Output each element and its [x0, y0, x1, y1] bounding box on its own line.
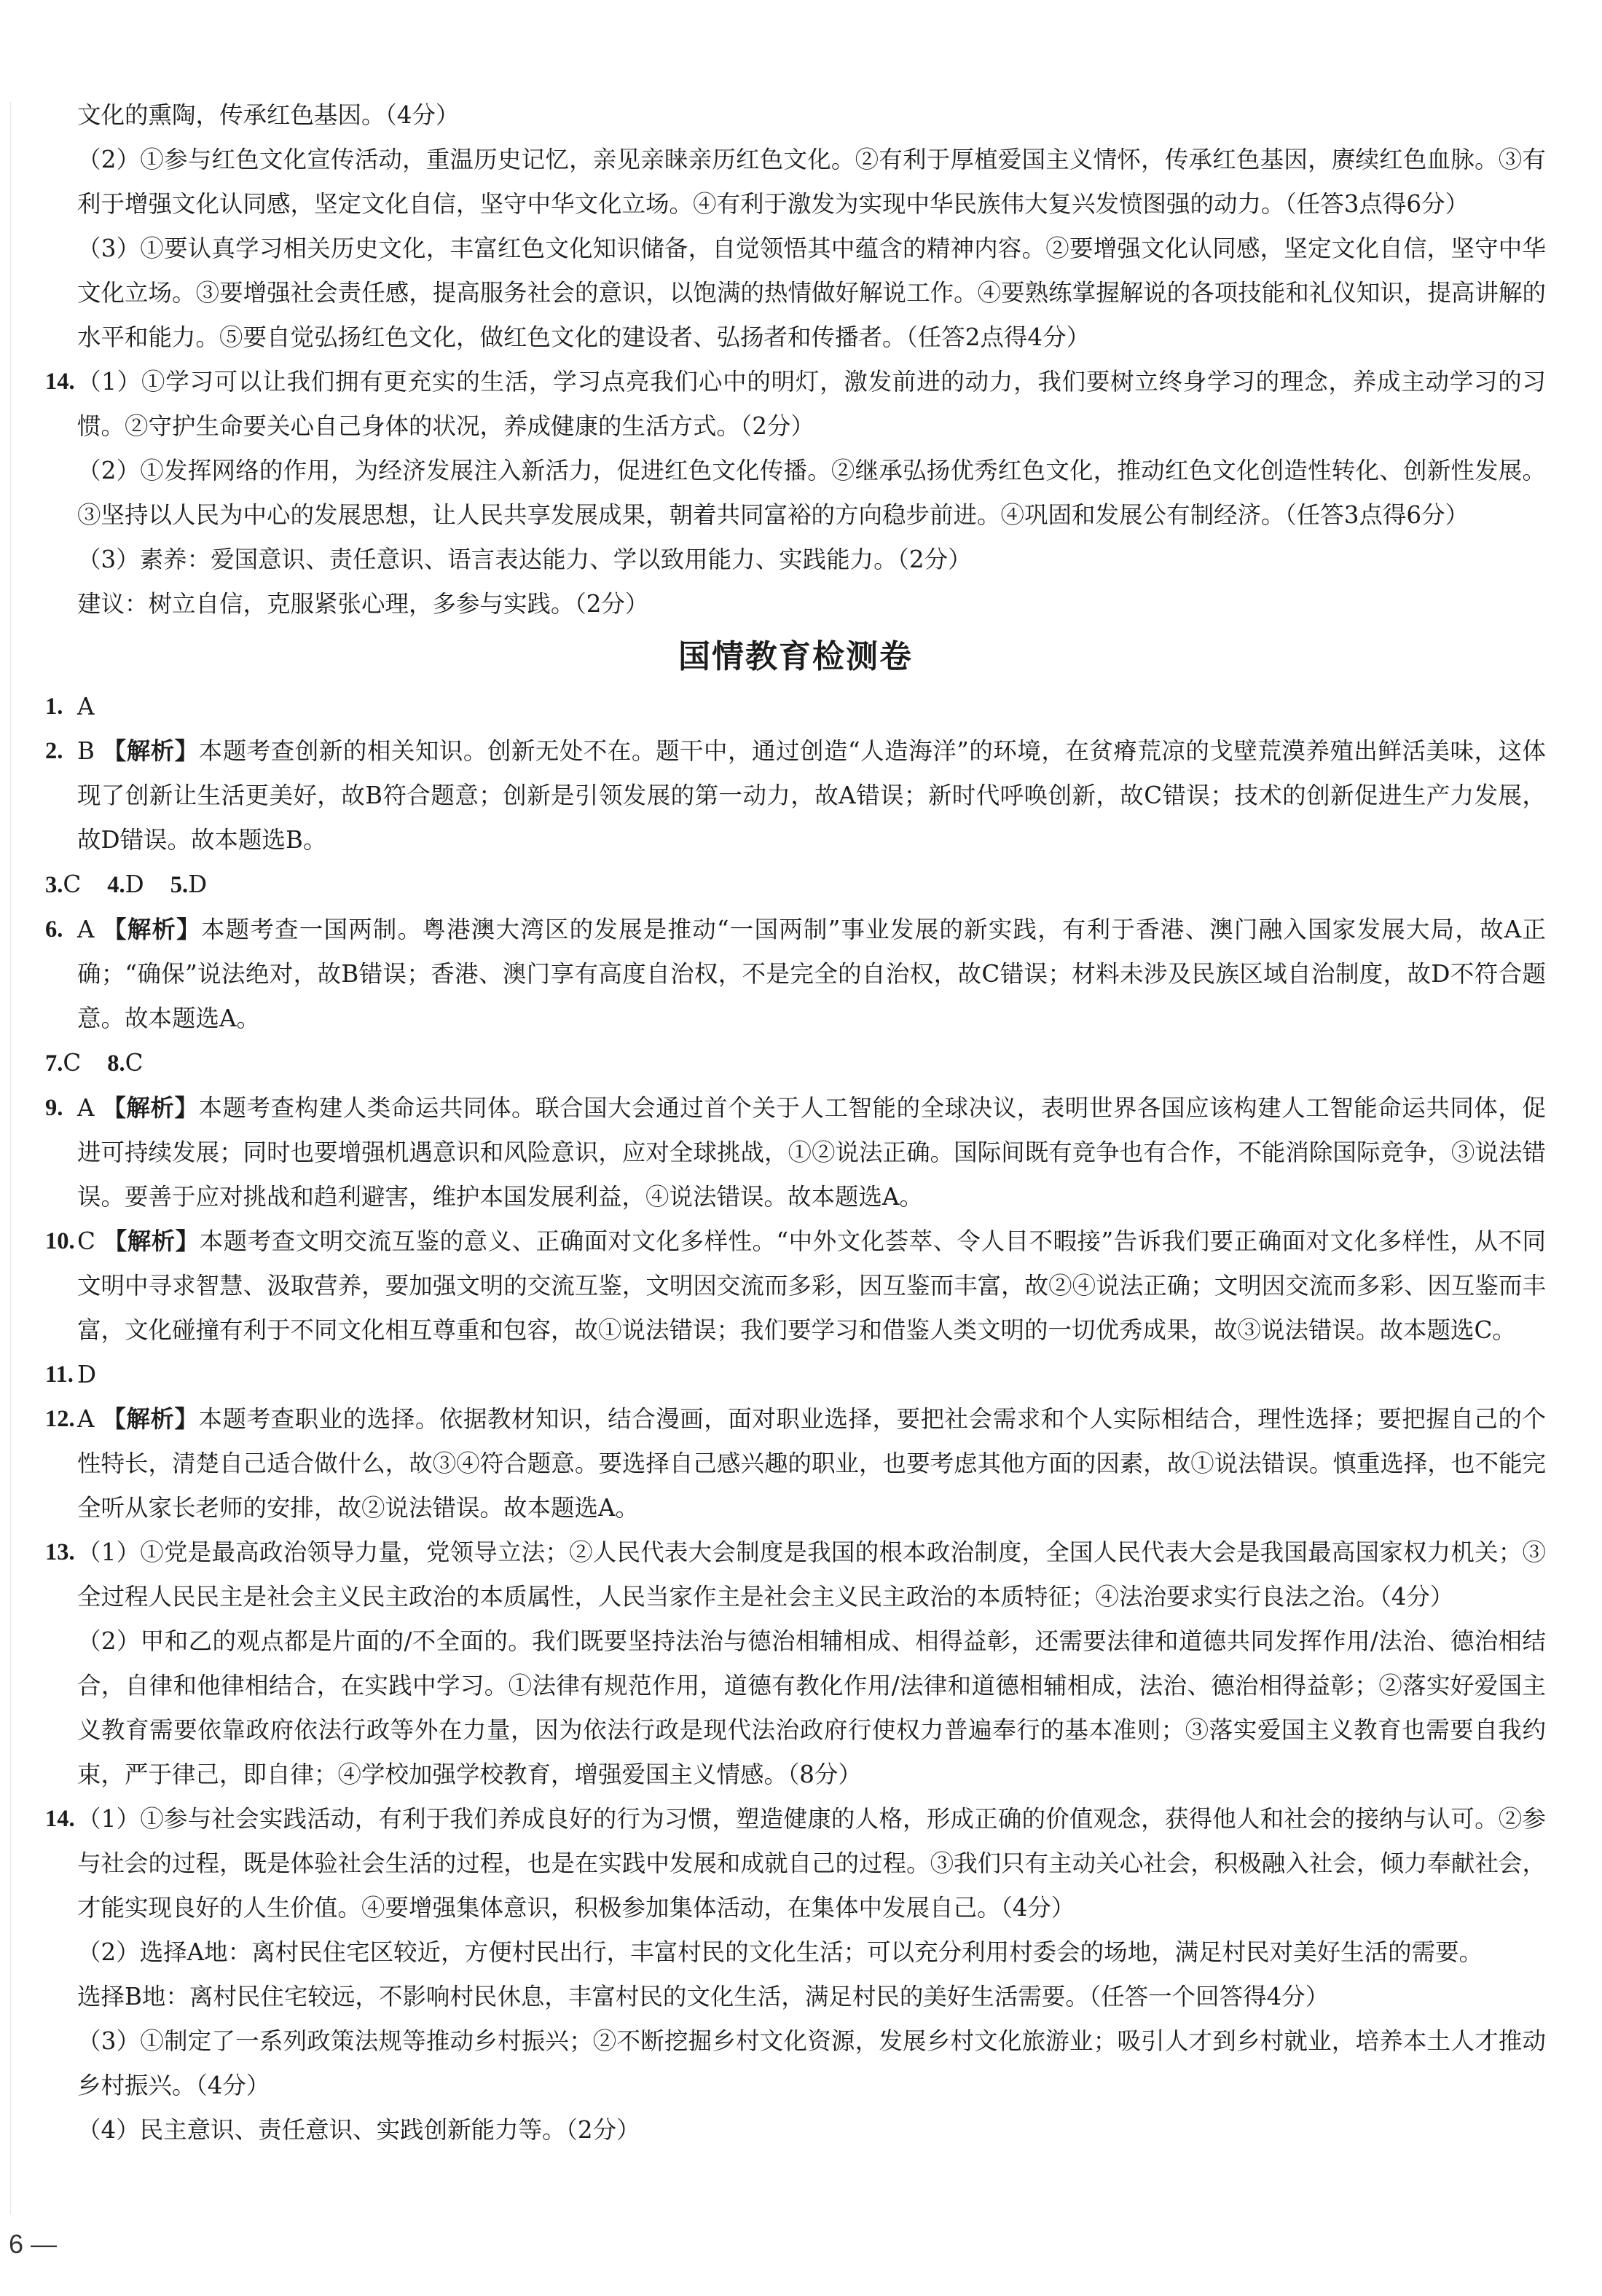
question-14-block-b — [45, 1797, 1546, 2152]
analysis-text: 本题考查职业的选择。依据教材知识，结合漫画，面对职业选择，要把社会需求和个人实际相结合，理性选择；要把握自己的个性特长，清楚自己适合做什么，故③④符合题意。要选择自己感兴趣的职业，也要考虑其他方面的因素，故①说法错误。慎重选择，也不能完全听从家长老师的安排，故②说法错误。故本题选A。 — [77, 1405, 1546, 1522]
analysis-tag: 【解析】 — [102, 1405, 199, 1433]
analysis-tag: 【解析】 — [102, 1094, 199, 1122]
answer-letter: D — [125, 870, 144, 898]
question-number: 4. — [107, 872, 125, 898]
question-number: 3. — [45, 872, 63, 898]
question-14-block-a — [45, 360, 1546, 626]
analysis-text: 本题考查创新的相关知识。创新无处不在。题干中，通过创造“人造海洋”的环境，在贫瘠荒凉的戈壁荒漠养殖出鲜活美味，这体现了创新让生活更美好，故B符合题意；创新是引领发展的第一动力，故A错误；新时代呼唤创新，故C错误；技术的创新促进生产力发展，故D错误。故本题选B。 — [77, 737, 1546, 854]
analysis-text: 本题考查一国两制。粤港澳大湾区的发展是推动“一国两制”事业发展的新实践，有利于香港、澳门融入国家发展大局，故A正确；“确保”说法绝对，故B错误；香港、澳门享有高度自治权，不是完全的自治权，故C错误；材料未涉及民族区域自治制度，故D不符合题意。故本题选A。 — [77, 916, 1546, 1032]
answer-letter: A — [77, 1405, 95, 1433]
answer-letter: C — [125, 1049, 144, 1077]
question-number: 10. — [45, 1228, 75, 1254]
answer-14-part3: （3）①制定了一系列政策法规等推动乡村振兴；②不断挖掘乡村文化资源，发展乡村文化旅游业；吸引人才到乡村就业，培养本土人才推动乡村振兴。（4分） — [77, 2027, 1546, 2099]
question-11 — [45, 1353, 1546, 1397]
page-number: 6 — — [9, 2229, 58, 2259]
question-number: 12. — [45, 1406, 75, 1432]
answer-14-part2: （2）①发挥网络的作用，为经济发展注入新活力，促进红色文化传播。②继承弘扬优秀红色文化，推动红色文化创造性转化、创新性发展。③坚持以人民为中心的发展思想，让人民共享发展成果，朝着共同富裕的方向稳步前进。④巩固和发展公有制经济。（任答3点得6分） — [77, 457, 1546, 529]
answer-14-part1: （1）①参与社会实践活动，有利于我们养成良好的行为习惯，塑造健康的人格，形成正确的价值观念，获得他人和社会的接纳与认可。②参与社会的过程，既是体验社会生活的过程，也是在实践中发展和成就自己的过程。③我们只有主动关心社会，积极融入社会，倾力奉献社会，才能实现良好的人生价值。④要增强集体意识，积极参加集体活动，在集体中发展自己。（4分） — [77, 1805, 1546, 1922]
question-number: 14. — [45, 1806, 75, 1832]
question-number: 5. — [170, 872, 189, 898]
question-12 — [45, 1397, 1546, 1530]
answer-content — [45, 93, 1546, 2152]
question-13 — [45, 1530, 1546, 1797]
question-1 — [45, 685, 1546, 729]
binding-margin-line — [10, 102, 11, 2214]
answer-13-part1: （1）①党是最高政治领导力量，党领导立法；②人民代表大会制度是我国的根本政治制度，全国人民代表大会是我国最高国家权力机关；③全过程人民民主是社会主义民主政治的本质属性，人民当家作主是社会主义民主政治的本质特征；④法治要求实行良法之治。（4分） — [77, 1538, 1546, 1611]
answer-letter: D — [77, 1361, 97, 1388]
question-number: 11. — [45, 1361, 74, 1388]
section-title: 国情教育检测卷 — [678, 638, 913, 675]
analysis-tag: 【解析】 — [102, 737, 199, 765]
analysis-tag: 【解析】 — [103, 916, 201, 943]
questions-7-8 — [45, 1041, 1546, 1086]
answer-14-part4: （4）民主意识、责任意识、实践创新能力等。（2分） — [77, 2116, 640, 2144]
answer-letter: D — [188, 870, 208, 898]
question-number: 9. — [45, 1095, 63, 1121]
question-2 — [45, 729, 1546, 862]
question-number: 14. — [45, 369, 75, 395]
answer-13-part2: （2）①参与红色文化宣传活动，重温历史记忆，亲见亲睐亲历红色文化。②有利于厚植爱国主义情怀，传承红色基因，赓续红色血脉。③有利于增强文化认同感，坚定文化自信，坚守中华文化立场。④有利于激发为实现中华民族伟大复兴发愤图强的动力。（任答3点得6分） — [77, 146, 1546, 218]
answer-letter: B — [77, 737, 95, 765]
analysis-tag: 【解析】 — [103, 1227, 200, 1255]
answer-letter: C — [63, 870, 82, 898]
analysis-text: 本题考查构建人类命运共同体。联合国大会通过首个关于人工智能的全球决议，表明世界各国应该构建人工智能命运共同体，促进可持续发展；同时也要增强机遇意识和风险意识，应对全球挑战，①②说法正确。国际间既有竞争也有合作，不能消除国际竞争，③说法错误。要善于应对挑战和趋利避害，维护本国发展利益，④说法错误。故本题选A。 — [77, 1094, 1546, 1211]
question-9 — [45, 1086, 1546, 1219]
answer-13-part2: （2）甲和乙的观点都是片面的/不全面的。我们既要坚持法治与德治相辅相成、相得益彰，还需要法律和道德共同发挥作用/法治、德治相结合，自律和他律相结合，在实践中学习。①法律有规范作用，道德有教化作用/法律和道德相辅相成，法治、德治相得益彰；②落实好爱国主义教育需要依靠政府依法行政等外在力量，因为依法行政是现代法治政府行使权力普遍奉行的基本准则；③落实爱国主义教育也需要自我约束，严于律己，即自律；④学校加强学校教育，增强爱国主义情感。（8分） — [77, 1627, 1546, 1788]
question-6 — [45, 908, 1546, 1041]
answer-letter: A — [77, 1094, 95, 1122]
question-number: 13. — [45, 1539, 75, 1565]
questions-3-5 — [45, 862, 1546, 908]
question-10 — [45, 1219, 1546, 1353]
answer-14-part2: （2）选择A地：离村民住宅区较近，方便村民出行，丰富村民的文化生活；可以充分利用村委会的场地，满足村民对美好生活的需要。 — [77, 1938, 1483, 1966]
answer-letter: A — [77, 916, 95, 943]
answer-letter: C — [63, 1049, 82, 1077]
answer-14-part1: （1）①学习可以让我们拥有更充实的生活，学习点亮我们心中的明灯，激发前进的动力，我们要树立终身学习的理念，养成主动学习的习惯。②守护生命要关心自己身体的状况，养成健康的生活方式。（2分） — [77, 368, 1546, 440]
answer-letter: C — [77, 1227, 95, 1255]
question-number: 1. — [45, 693, 63, 720]
continued-answer-line: 文化的熏陶，传承红色基因。（4分） — [77, 101, 460, 129]
answer-14-part2-alt: 选择B地：离村民住宅较远，不影响村民休息，丰富村民的文化生活，满足村民的美好生活需要。（任答一个回答得4分） — [77, 1983, 1330, 2010]
answer-14-suggestion: 建议：树立自信，克服紧张心理，多参与实践。（2分） — [77, 590, 649, 618]
analysis-text: 本题考查文明交流互鉴的意义、正确面对文化多样性。“中外文化荟萃、令人目不暇接”告诉我们要正确面对文化多样性，从不同文明中寻求智慧、汲取营养，要加强文明的交流互鉴，文明因交流而多彩，因互鉴而丰富，故②④说法正确；文明因交流而多彩、因互鉴而丰富，文化碰撞有利于不同文化相互尊重和包容，故①说法错误；我们要学习和借鉴人类文明的一切优秀成果，故③说法错误。故本题选C。 — [77, 1227, 1546, 1344]
answer-13-part3: （3）①要认真学习相关历史文化，丰富红色文化知识储备，自觉领悟其中蕴含的精神内容。②要增强文化认同感，坚定文化自信，坚守中华文化立场。③要增强社会责任感，提高服务社会的意识，以饱满的热情做好解说工作。④要熟练掌握解说的各项技能和礼仪知识，提高讲解的水平和能力。⑤要自觉弘扬红色文化，做红色文化的建设者、弘扬者和传播者。（任答2点得4分） — [77, 235, 1546, 351]
question-number: 7. — [45, 1050, 63, 1077]
question-number: 6. — [45, 916, 63, 943]
question-number: 8. — [107, 1050, 125, 1077]
answer-14-part3: （3）素养：爱国意识、责任意识、语言表达能力、学以致用能力、实践能力。（2分） — [77, 546, 972, 573]
answer-letter: A — [77, 693, 95, 720]
question-number: 2. — [45, 738, 63, 764]
